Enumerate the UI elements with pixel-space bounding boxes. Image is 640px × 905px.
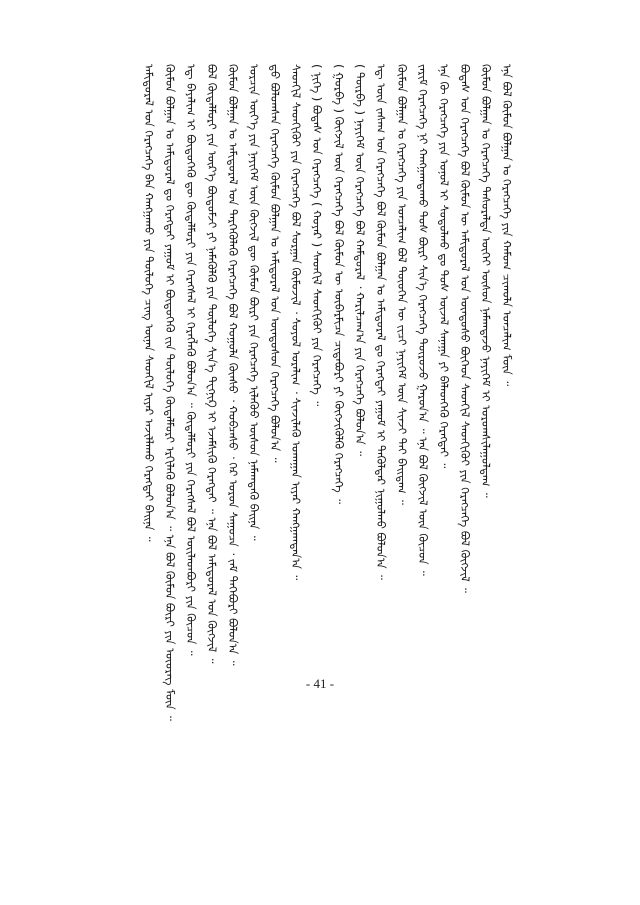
text-column: ᠵᠠᠷᠢᠮ ᠬᠡᠷᠡᠭᠴᠡᠭᠡ ᠨᠢ ᠬᠠᠩᠭᠠᠭᠳᠠᠬᠤ ᠲᠤᠰ ᠪᠦᠷᠢ ᠰᠢᠨ᠎ᠡ ᠬᠡᠷᠡᠭᠴᠡᠭᠡ ᠲᠥᠷᠥᠵᠦ ᠭᠠᠷᠤᠨ᠎ᠠ ᠃ ᠡᠨᠡ ᠪᠣᠯ ᠬᠥᠭᠵᠢᠯ ᠦᠨ ᠬᠦᠴᠦᠨ ᠃	[416, 64, 430, 576]
text-column: ᠪᠣᠳᠠᠰ ᠤᠨ ᠬᠡᠷᠡᠭᠴᠡᠭᠡ ᠪᠣᠯ ᠬᠦᠮᠦᠨ ᠦ ᠠᠮᠢᠳᠤᠷᠠᠯ ᠤᠨ ᠥᠨᠳᠥᠰᠥ ᠪᠥᠭᠡᠳ ᠰᠡᠳᠬᠢᠯ ᠰᠡᠳᠬᠢᠬᠦᠢ ᠶᠢᠨ ᠬᠡᠷᠡᠭᠴᠡᠭᠡ ᠪᠣᠯ ᠬᠥᠭᠵᠢᠯ ᠃	[458, 64, 472, 593]
text-column: ᠳ᠋ᠤ ᠪᠣᠯᠤᠭᠰᠠᠨ ᠬᠡᠷᠡᠭᠴᠡᠭᠡ ᠬᠦᠮᠦᠨ ᠪᠣᠯᠭᠠᠨ ᠤ ᠠᠮᠢᠳᠤᠷᠠᠯ ᠤᠨ ᠦᠨᠳᠦᠰᠦᠨ ᠬᠡᠷᠡᠭᠴᠡᠭᠡ ᠪᠣᠯᠤᠨ᠎ᠠ ᠃	[268, 64, 282, 463]
text-column: ᠡᠨᠡ ᠬᠦ ᠬᠡᠷᠡᠭᠴᠡᠭᠡ ᠶᠢᠨ ᠣᠨᠣᠯ ᠢ ᠰᠤᠳᠤᠯᠬᠤ ᠳᠤ ᠲᠤᠰ ᠦᠵᠡᠯ ᠰᠠᠨᠠᠭᠠ ᠶᠢ ᠪᠡᠯᠡᠳᠬᠡᠬᠦ ᠬᠡᠷᠡᠭᠲᠡᠢ ᠃	[437, 64, 451, 469]
text-column: ᠡᠨᠡ ᠪᠣᠯ ᠬᠦᠮᠦᠨ ᠪᠣᠯᠭᠠᠨ ᠤ ᠬᠡᠷᠡᠭᠴᠡᠭᠡ ᠶᠢᠨ ᠬᠠᠮᠤᠭ ᠴᠢᠬᠤᠯᠠ ᠣᠨᠴᠠᠯᠢᠭ ᠮᠥᠨ ᠃	[500, 64, 514, 387]
text-column: ᠡᠳ᠋ ᠦᠨ ᠵᠠᠰᠠᠭ ᠤᠨ ᠬᠡᠷᠡᠭᠴᠡᠭᠡ ᠪᠣᠯ ᠬᠦᠮᠦᠨ ᠪᠣᠯᠭᠠᠨ ᠤ ᠠᠮᠢᠳᠤᠷᠠᠯ ᠳᠤ ᠬᠡᠷᠡᠭᠲᠡᠢ ᠶᠠᠭᠤᠮ ᠢ ᠲᠡᠭᠦᠯᠳᠡᠷ ᠨᠢᠭᠤᠯᠬᠤ ᠪᠣᠯᠤᠨ᠎ᠠ ᠃	[374, 64, 388, 580]
text-column: ᠪᠣᠯ ᠬᠥᠳᠡᠯᠮᠦᠷᠢ ᠶᠢᠨ ᠦᠷ᠎ᠡ ᠪᠦᠲᠦᠮᠵᠢ ᠶᠢ ᠨᠡᠮᠡᠭᠦᠯᠬᠦ ᠶᠢᠨ ᠲᠥᠯᠥᠭᠡ ᠰᠢᠨ᠎ᠡ ᠲᠧᠬᠨᠢᠺ ᠢ ᠡᠵᠡᠮᠰᠢᠬᠦ ᠬᠡᠷᠡᠭᠲᠡᠢ ᠃ ᠡᠨᠡ ᠪᠣᠯ ᠠᠮᠢᠳᠤᠷᠠᠯ ᠤᠨ ᠬᠥᠭᠵᠢᠯ ᠃	[205, 64, 219, 664]
text-column: ᠡᠳ᠋ ᠪᠠᠶᠠᠯᠢᠭ ᠢ ᠪᠦᠲᠦᠭᠡᠬᠦ ᠳᠦ ᠬᠥᠳᠡᠯᠮᠦᠷᠢ ᠶᠢᠨ ᠬᠡᠷᠡᠭᠰᠡᠯ ᠢ ᠬᠡᠷᠡᠭᠯᠡᠬᠦ ᠪᠣᠯᠤᠨ᠎ᠠ ᠃ ᠬᠥᠳᠡᠯᠮᠦᠷᠢ ᠶᠢᠨ ᠬᠡᠷᠡᠭᠰᠡᠯ ᠪᠣᠯ ᠦᠢᠯᠡᠳᠪᠦᠷᠢ ᠶᠢᠨ ᠬᠦᠴᠦᠨ ᠃	[184, 64, 198, 656]
text-column: ᠣᠷᠴᠢᠨ ᠦᠶ᠎ᠡ ᠶᠢᠨ ᠨᠡᠶᠢᠭᠡᠮ ᠦᠨ ᠬᠥᠭᠵᠢᠯ ᠳᠦ ᠬᠦᠮᠦᠨ ᠪᠦᠷᠢ ᠶᠢᠨ ᠬᠡᠷᠡᠭᠴᠡᠭᠡ ᠢᠯᠡᠭᠦᠦ ᠥᠰᠦᠨ ᠨᠡᠮᠡᠭ᠍ᠳᠡᠬᠦ ᠪᠠᠢᠨᠠ ᠃	[247, 64, 261, 541]
text-column: ᠠᠮᠢᠳᠤᠷᠠᠯ ᠤᠨ ᠬᠡᠷᠡᠭᠴᠡᠭᠡ ᠪᠡᠨ ᠬᠠᠩᠭᠠᠬᠤ ᠶᠢᠨ ᠲᠥᠯᠥᠭᠡ ᠴᠢᠩ ᠦᠨᠡᠨ ᠰᠡᠳᠬᠢᠯ ᠢᠶᠡᠷ ᠠᠵᠢᠯᠯᠠᠬᠤ ᠬᠡᠷᠡᠭᠲᠡᠢ ᠪᠠᠢᠨᠠ ᠃	[142, 64, 156, 542]
text-column: ᠬᠦᠮᠦᠨ ᠪᠣᠯᠭᠠᠨ ᠤ ᠬᠡᠷᠡᠭᠴᠡᠭᠡ ᠶᠢᠨ ᠣᠨᠴᠠᠯᠢᠭ ᠪᠣᠯ ᠲᠦᠦᠬᠡᠨ ᠦ ᠵᠢᠴᠢ ᠨᠡᠶᠢᠭᠡᠮ ᠦᠨ ᠰᠢᠨᠵᠢ ᠲᠡᠢ ᠪᠠᠢᠳᠠᠭ ᠃	[395, 64, 409, 505]
text-column: ᠬᠦᠮᠦᠨ ᠪᠣᠯᠭᠠᠨ ᠤ ᠠᠮᠢᠳᠤᠷᠠᠯ ᠤᠨ ᠲᠡᠷᠭᠡᠭᠦᠯᠡᠬᠦ ᠬᠡᠷᠡᠭᠴᠡᠭᠡ ᠪᠣᠯ ᠬᠣᠭᠣᠯᠠ ᠬᠦᠨᠰᠦ ᠂ ᠬᠤᠪᠴᠠᠰᠤ ᠂ ᠭᠡᠷ ᠤᠷᠤᠨ ᠰᠠᠭᠤᠴᠠ ᠂ ᠵᠠᠮ ᠲᠡᠭᠡᠪᠦᠷᠢ ᠪᠣᠯᠤᠨ᠎ᠠ ᠃	[226, 64, 240, 666]
text-column: ᠬᠦᠮᠦᠨ ᠪᠣᠯᠭᠠᠨ ᠤ ᠬᠡᠷᠡᠭᠴᠡᠭᠡ ᠲᠠᠰᠤᠷᠠᠯᠲᠠ ᠦᠭᠡᠢ ᠥᠰᠦᠨ ᠨᠡᠮᠡᠭ᠍ᠳᠡᠵᠦ ᠨᠡᠶᠢᠭᠡᠮ ᠢ ᠤᠷᠤᠭᠰᠢᠯᠠᠭᠤᠯᠳᠠᠭ ᠃	[479, 64, 493, 498]
page-number: - 41 -	[305, 676, 335, 691]
text-column: ( ᠳᠥᠷᠪᠡ ) ᠨᠡᠶᠢᠭᠡᠮ ᠦᠨ ᠬᠡᠷᠡᠭᠴᠡᠭᠡ ᠪᠣᠯ ᠬᠠᠮᠲᠤᠷᠠᠯ ᠂ ᠬᠠᠷᠢᠯᠴᠠᠭ᠎ᠠ ᠶᠢᠨ ᠬᠡᠷᠡᠭᠴᠡᠭᠡ ᠪᠣᠯᠤᠨ᠎ᠠ ᠃	[353, 64, 367, 456]
text-column: ( ᠨᠢᠭᠡ ) ᠪᠣᠳᠠᠰ ᠤᠨ ᠬᠡᠷᠡᠭᠴᠡᠭᠡ ( ᠬᠣᠶᠠᠷ ) ᠰᠡᠳᠬᠢᠯ ᠰᠡᠳᠬᠢᠬᠦᠢ ᠶᠢᠨ ᠬᠡᠷᠡᠭᠴᠡᠭᠡ ᠃	[310, 64, 324, 407]
text-column: ᠬᠦᠮᠦᠨ ᠪᠣᠯᠭᠠᠨ ᠤ ᠠᠮᠢᠳᠤᠷᠠᠯ ᠳᠤ ᠬᠡᠷᠡᠭᠲᠡᠢ ᠶᠠᠭᠤᠮ ᠢ ᠪᠦᠲᠦᠭᠡᠬᠦ ᠵᠢᠨ ᠲᠥᠯᠥᠭᠡ ᠬᠥᠳᠡᠯᠮᠦᠷᠢ ᠡᠷᠬᠢᠯᠡᠬᠦ ᠪᠣᠯᠤᠨ᠎ᠠ ᠃ ᠡᠨᠡ ᠪᠣᠯ ᠬᠦᠮᠦᠨ ᠪᠦᠷᠢ ᠶᠢᠨ ᠦᠦᠷᠡᠭ ᠮᠥᠨ ᠃	[163, 64, 177, 721]
text-column: ᠰᠡᠳᠬᠢᠯ ᠰᠡᠳᠬᠢᠬᠦᠢ ᠶᠢᠨ ᠬᠡᠷᠡᠭᠴᠡᠭᠡ ᠪᠣᠯ ᠰᠤᠷᠭᠠᠨ ᠬᠦᠮᠦᠵᠢᠯ ᠂ ᠰᠣᠶᠣᠯ ᠤᠷᠠᠯᠢᠭ ᠂ ᠰᠢᠨᠵᠢᠯᠡᠬᠦ ᠤᠬᠠᠭᠠᠨ ᠢᠶᠠᠷ ᠬᠠᠩᠭᠠᠭᠳᠠᠨ᠎ᠠ ᠃	[289, 64, 303, 581]
text-column: ( ᠭᠤᠷᠪᠠ ) ᠬᠥᠭᠵᠢᠯ ᠦᠨ ᠬᠡᠷᠡᠭᠴᠡᠭᠡ ᠪᠣᠯ ᠬᠦᠮᠦᠨ ᠦ ᠥᠪᠡᠷᠮᠢᠴᠡ ᠴᠢᠳᠠᠪᠤᠷᠢ ᠶᠢ ᠬᠥᠭᠵᠢᠭᠦᠯᠬᠦ ᠬᠡᠷᠡᠭᠴᠡᠭᠡ ᠃	[332, 64, 346, 504]
